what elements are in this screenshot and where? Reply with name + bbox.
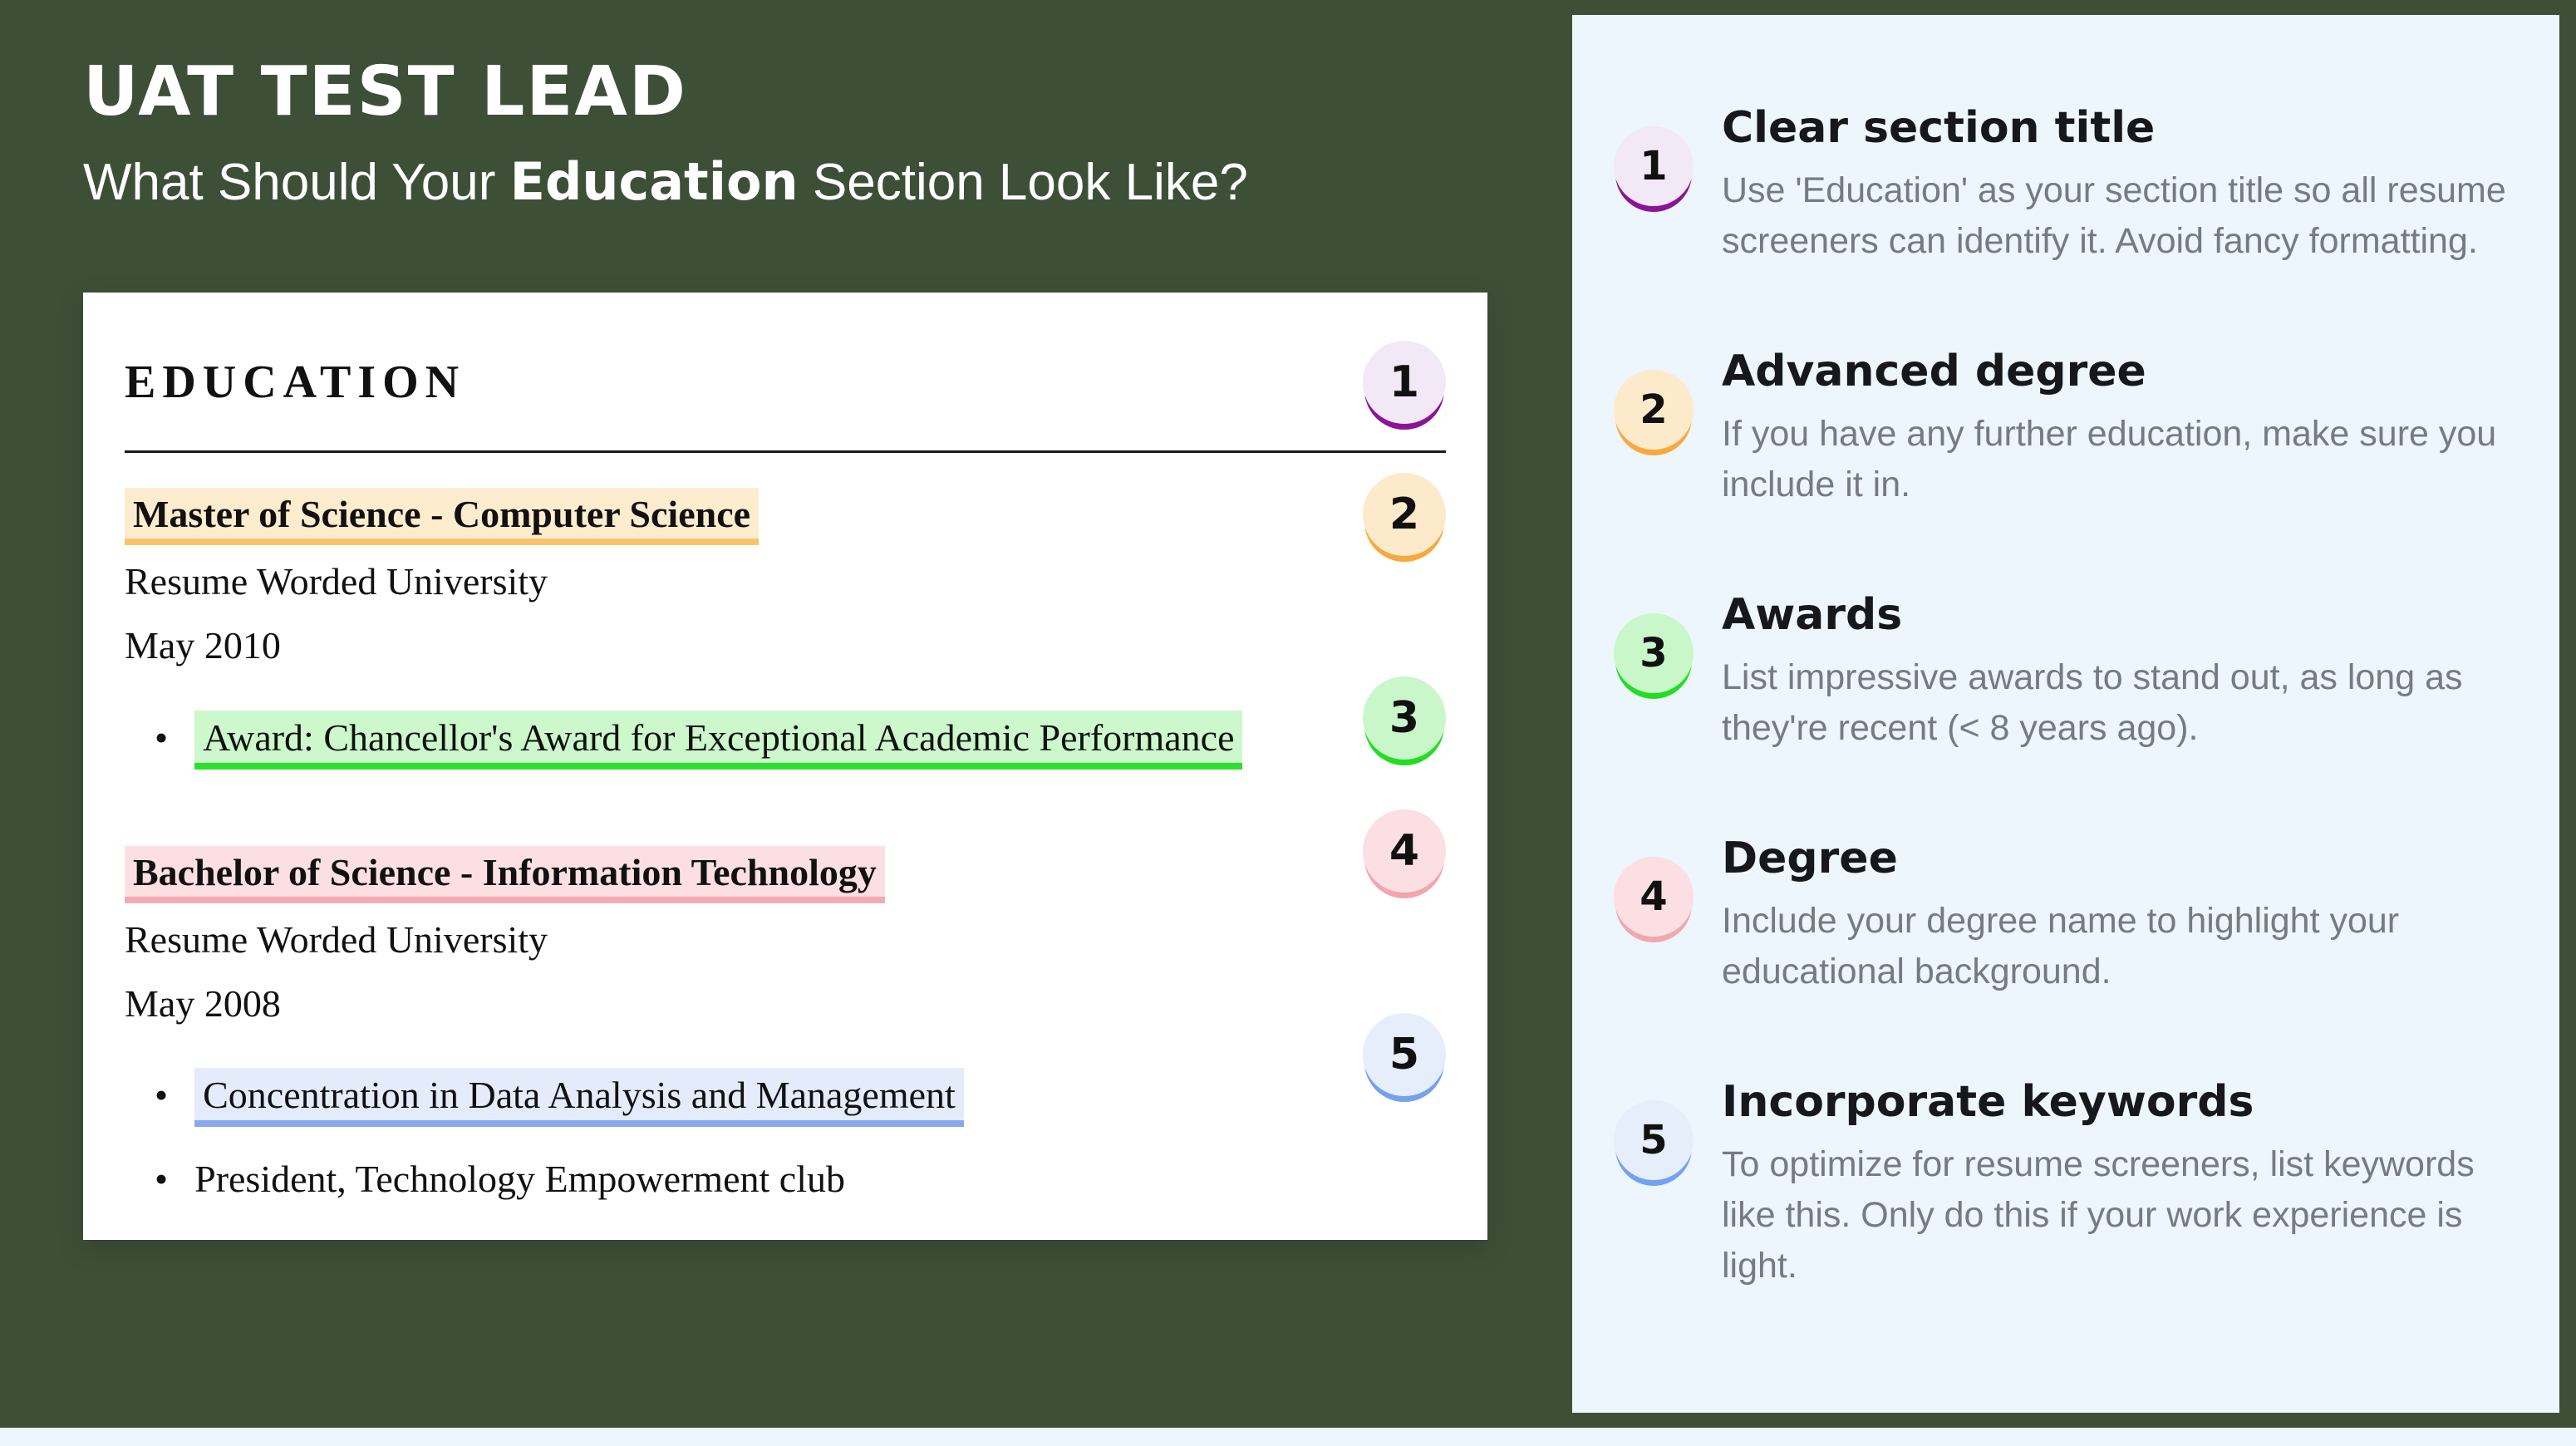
tips-panel <box>1572 15 2559 1413</box>
tip-clear-section-title <box>1614 101 2526 267</box>
subtitle-suffix: Section Look Like? <box>798 154 1248 212</box>
marker-5-number: 5 <box>1389 1030 1420 1080</box>
tip-awards <box>1614 588 2526 754</box>
tip-1-number: 1 <box>1639 143 1668 189</box>
subtitle-emphasis: Education <box>509 151 799 213</box>
degree-2-bullets <box>125 1068 1446 1201</box>
degree-2-date: May 2008 <box>125 981 281 1025</box>
bottom-accent-strip <box>0 1428 2576 1446</box>
tip-4-text <box>1722 832 2511 997</box>
marker-2-badge <box>1363 473 1446 556</box>
tip-2-number: 2 <box>1639 386 1668 434</box>
tip-degree <box>1614 832 2526 997</box>
marker-3-badge <box>1363 676 1446 760</box>
tip-1-text <box>1722 101 2511 267</box>
tip-5-badge <box>1614 1100 1694 1180</box>
resume-card <box>83 293 1487 1240</box>
tip-3-text <box>1722 588 2511 754</box>
marker-3-number: 3 <box>1389 693 1420 743</box>
tip-3-number: 3 <box>1639 630 1668 677</box>
tip-5-body: To optimize for resume screeners, list keywords like this. Only do this if your work experience is light. <box>1722 1144 2475 1286</box>
marker-1-number: 1 <box>1389 357 1420 407</box>
page-subtitle <box>83 150 1248 215</box>
concentration-highlight: • Concentration in Data Analysis and Management <box>194 1068 964 1127</box>
tip-4-badge <box>1614 857 1694 937</box>
award-highlight: • Award: Chancellor's Award for Exceptional Academic Performance <box>194 711 1242 770</box>
degree-2-title-highlight: Bachelor of Science - Information Technology <box>125 846 885 903</box>
section-divider <box>125 450 1446 453</box>
tip-2-title: Advanced degree <box>1722 347 2146 397</box>
degree-1-bullets <box>125 711 1446 770</box>
degree-title-row <box>125 849 1446 895</box>
marker-2-number: 2 <box>1389 489 1420 539</box>
tip-advanced-degree <box>1614 345 2526 510</box>
page-title: UAT TEST LEAD <box>83 52 687 131</box>
subtitle-prefix: What Should Your <box>83 154 510 212</box>
tip-1-title: Clear section title <box>1722 103 2156 153</box>
degree-1-title-highlight: Master of Science - Computer Science <box>125 488 759 545</box>
tip-3-body: List impressive awards to stand out, as long as they're recent (< 8 years ago). <box>1722 657 2463 749</box>
tip-4-title: Degree <box>1722 834 1898 884</box>
marker-5-badge <box>1363 1013 1446 1096</box>
tip-5-number: 5 <box>1639 1117 1668 1164</box>
degree-title-row <box>125 491 1446 537</box>
tip-3-title: Awards <box>1722 590 1903 641</box>
page-header <box>83 53 1248 215</box>
tip-1-body: Use 'Education' as your section title so all resume screeners can identify it. Avoid fancy formatting. <box>1722 170 2506 262</box>
bullet-award <box>155 711 1446 770</box>
tip-2-badge <box>1614 370 1694 450</box>
tip-2-text <box>1722 345 2511 510</box>
bullet-president <box>155 1157 1446 1201</box>
degree-1-date: May 2010 <box>125 624 281 667</box>
degree-1-school: Resume Worded University <box>125 560 548 603</box>
president-text: • President, Technology Empowerment club <box>194 1158 845 1201</box>
marker-4-number: 4 <box>1389 826 1420 876</box>
tip-4-number: 4 <box>1639 873 1668 921</box>
marker-1-badge <box>1363 341 1446 424</box>
tip-4-body: Include your degree name to highlight your educational background. <box>1722 901 2400 992</box>
bullet-concentration <box>155 1068 1446 1127</box>
degree-2-school: Resume Worded University <box>125 917 548 961</box>
tip-5-title: Incorporate keywords <box>1722 1077 2254 1128</box>
resume-section-title: EDUCATION <box>125 357 466 408</box>
tip-5-text <box>1722 1075 2511 1291</box>
tip-3-badge <box>1614 613 1694 693</box>
tip-2-body: If you have any further education, make sure you include it in. <box>1722 414 2497 505</box>
tip-1-badge <box>1614 126 1694 206</box>
marker-4-badge <box>1363 809 1446 893</box>
tip-incorporate-keywords <box>1614 1075 2526 1291</box>
